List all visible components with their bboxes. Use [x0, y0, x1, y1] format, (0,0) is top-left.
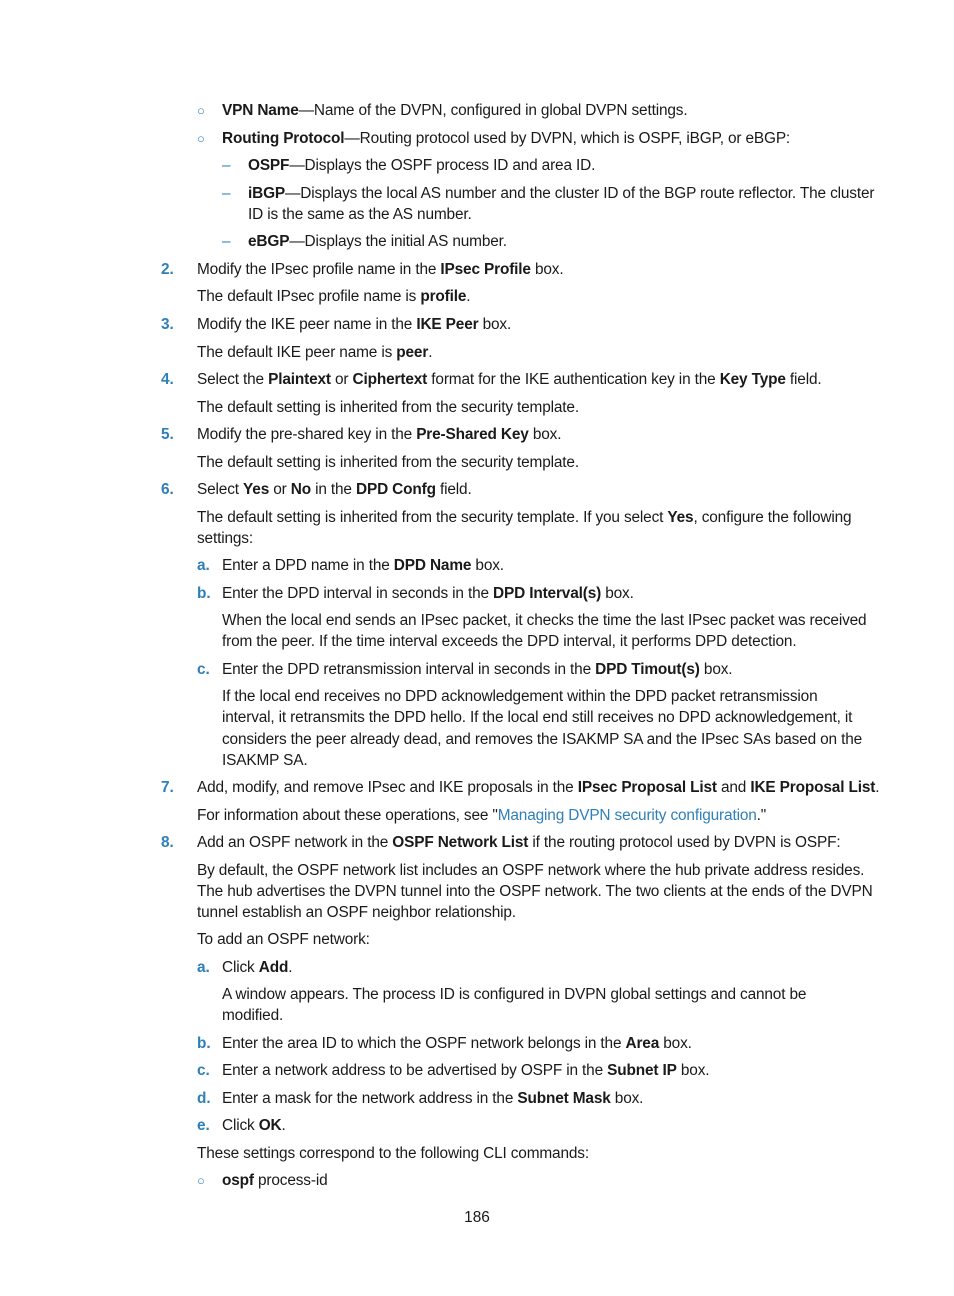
text-run: —Displays the OSPF process ID and area ID. — [289, 157, 596, 174]
page-number: 186 — [464, 1209, 490, 1226]
text-run: Modify the IPsec profile name in the — [197, 261, 441, 278]
substep-letter: c. — [197, 1062, 210, 1079]
ui-term: DPD Timout(s) — [595, 661, 700, 678]
text-run: Modify the IKE peer name in the — [197, 316, 417, 333]
bullet-marker: ○ — [197, 103, 205, 118]
ui-term: OK — [258, 1117, 282, 1134]
dash-marker: – — [222, 233, 231, 250]
step-8e — [222, 1115, 286, 1136]
ui-term: Key Type — [719, 371, 786, 388]
text-run: box. — [530, 261, 564, 278]
ui-term: Ciphertext — [352, 371, 428, 388]
text-run: in the — [310, 481, 356, 498]
text-run: box. — [528, 426, 562, 443]
ui-term: Routing Protocol — [222, 130, 345, 147]
step-7-note — [197, 805, 766, 826]
step-6c-note-cont — [222, 750, 307, 771]
text-run: tunnel establish an OSPF neighbor relationship. — [197, 904, 516, 921]
text-run: By default, the OSPF network list includes an OSPF network where the hub private address resides. — [197, 862, 865, 879]
text-run: field. — [435, 481, 472, 498]
step-6-note — [197, 507, 851, 528]
step-3-note — [197, 342, 432, 363]
substep-letter: b. — [197, 585, 211, 602]
text-run: box. — [478, 316, 512, 333]
text-run: These settings correspond to the following CLI commands: — [197, 1145, 589, 1162]
ui-term: IPsec Profile — [440, 261, 531, 278]
text-run: . — [875, 779, 880, 796]
ibgp-item-cont — [248, 204, 472, 225]
text-run: The default IPsec profile name is — [197, 288, 421, 305]
text-run: , configure the following — [693, 509, 852, 526]
text-run: When the local end sends an IPsec packet, it checks the time the last IPsec packet was received — [222, 612, 867, 629]
step-8a-note-cont — [222, 1005, 283, 1026]
text-run: ISAKMP SA. — [222, 752, 308, 769]
ui-term: profile — [420, 288, 467, 305]
text-run: process-id — [253, 1172, 328, 1189]
ui-term: OSPF Network List — [392, 834, 529, 851]
step-2 — [197, 259, 563, 280]
text-run: considers the peer already dead, and removes the ISAKMP SA and the IPsec SAs based on the — [222, 731, 863, 748]
ui-term: VPN Name — [222, 102, 299, 119]
text-run: Enter a mask for the network address in the — [222, 1090, 518, 1107]
text-run: . — [288, 959, 293, 976]
ibgp-item — [248, 183, 874, 204]
text-run: modified. — [222, 1007, 284, 1024]
step-number: 3. — [161, 316, 174, 333]
text-run: Select — [197, 481, 244, 498]
text-run: Enter the DPD interval in seconds in the — [222, 585, 494, 602]
ui-term: IKE Peer — [416, 316, 479, 333]
text-run: Click — [222, 1117, 259, 1134]
step-6-note-cont — [197, 528, 253, 549]
step-8-note-cont — [197, 902, 516, 923]
text-run: and — [716, 779, 751, 796]
text-run: . — [428, 344, 433, 361]
step-2-note — [197, 286, 470, 307]
text-run: The default IKE peer name is — [197, 344, 397, 361]
text-run: box. — [659, 1035, 692, 1052]
text-run: A window appears. The process ID is configured in DVPN global settings and cannot be — [222, 986, 807, 1003]
text-run: field. — [785, 371, 822, 388]
substep-letter: a. — [197, 959, 210, 976]
step-6b-note-cont — [222, 631, 796, 652]
text-run: . — [466, 288, 471, 305]
text-run: —Displays the initial AS number. — [289, 233, 507, 250]
text-run: or — [269, 481, 291, 498]
substep-letter: b. — [197, 1035, 211, 1052]
step-number: 4. — [161, 371, 174, 388]
step-8-intro — [197, 929, 370, 950]
step-3 — [197, 314, 511, 335]
text-run: from the peer. If the time interval exceeds the DPD interval, it performs DPD detection. — [222, 633, 797, 650]
vpn-name-item — [222, 100, 687, 121]
text-run: box. — [610, 1090, 644, 1107]
text-run: or — [330, 371, 353, 388]
step-6 — [197, 479, 472, 500]
ui-term: peer — [396, 344, 429, 361]
substep-letter: a. — [197, 557, 210, 574]
bullet-marker: ○ — [197, 1173, 205, 1188]
ui-term: Yes — [243, 481, 270, 498]
step-number: 8. — [161, 834, 174, 851]
cli-intro — [197, 1143, 589, 1164]
ui-term: DPD Confg — [355, 481, 436, 498]
text-run: ID is the same as the AS number. — [248, 206, 472, 223]
text-run: Enter a network address to be advertised by OSPF in the — [222, 1062, 608, 1079]
ui-term: OSPF — [248, 157, 290, 174]
text-run: . — [281, 1117, 286, 1134]
text-run: Enter the DPD retransmission interval in seconds in the — [222, 661, 596, 678]
text-run: Enter the area ID to which the OSPF network belongs in the — [222, 1035, 626, 1052]
text-run: If the local end receives no DPD acknowledgement within the DPD packet retransmission — [222, 688, 818, 705]
dash-marker: – — [222, 185, 231, 202]
text-run: Select the — [197, 371, 269, 388]
ebgp-item — [248, 231, 507, 252]
step-8a — [222, 957, 292, 978]
step-6b — [222, 583, 634, 604]
ui-term: IPsec Proposal List — [577, 779, 717, 796]
bullet-marker: ○ — [197, 131, 205, 146]
step-number: 5. — [161, 426, 174, 443]
ui-term: Area — [625, 1035, 660, 1052]
routing-protocol-item — [222, 128, 790, 149]
step-5 — [197, 424, 561, 445]
step-8-note — [197, 860, 864, 881]
text-run: box. — [676, 1062, 710, 1079]
text-run: The default setting is inherited from the security template. — [197, 454, 579, 471]
ui-term: Pre-Shared Key — [416, 426, 529, 443]
cli-command — [222, 1170, 328, 1191]
ui-term: IKE Proposal List — [750, 779, 876, 796]
step-6c — [222, 659, 732, 680]
text-run: —Routing protocol used by DVPN, which is OSPF, iBGP, or eBGP: — [344, 130, 791, 147]
substep-letter: c. — [197, 661, 210, 678]
text-run: box. — [601, 585, 634, 602]
text-run: Click — [222, 959, 259, 976]
text-run: —Displays the local AS number and the cluster ID of the BGP route reflector. The cluster — [285, 185, 875, 202]
step-number: 6. — [161, 481, 174, 498]
text-run: The default setting is inherited from the security template. If you select — [197, 509, 668, 526]
text-run: Add an OSPF network in the — [197, 834, 393, 851]
text-run: ." — [756, 807, 767, 824]
text-run: The hub advertises the DVPN tunnel into the OSPF network. The two clients at the ends of the DVPN — [197, 883, 873, 900]
step-6c-note-cont — [222, 729, 862, 750]
step-6c-note — [222, 686, 817, 707]
ui-term: eBGP — [248, 233, 290, 250]
step-7 — [197, 777, 879, 798]
ui-term: No — [290, 481, 311, 498]
step-6c-note-cont — [222, 707, 852, 728]
step-number: 2. — [161, 261, 174, 278]
substep-letter: d. — [197, 1090, 211, 1107]
text-run: Enter a DPD name in the — [222, 557, 394, 574]
text-run: For information about these operations, see " — [197, 807, 498, 824]
step-8a-note — [222, 984, 806, 1005]
step-6b-note — [222, 610, 866, 631]
step-number: 7. — [161, 779, 174, 796]
text-run: format for the IKE authentication key in the — [427, 371, 720, 388]
ui-term: Subnet Mask — [517, 1090, 611, 1107]
substep-letter: e. — [197, 1117, 210, 1134]
ospf-item — [248, 155, 595, 176]
text-run: Modify the pre-shared key in the — [197, 426, 417, 443]
ui-term: DPD Interval(s) — [493, 585, 602, 602]
text-run: —Name of the DVPN, configured in global DVPN settings. — [298, 102, 688, 119]
text-run: settings: — [197, 530, 253, 547]
ui-term: iBGP — [248, 185, 286, 202]
step-8 — [197, 832, 840, 853]
step-4 — [197, 369, 822, 390]
text-run: Add, modify, and remove IPsec and IKE proposals in the — [197, 779, 578, 796]
text-run: if the routing protocol used by DVPN is OSPF: — [528, 834, 841, 851]
text-run: The default setting is inherited from the security template. — [197, 399, 579, 416]
text-run: To add an OSPF network: — [197, 931, 370, 948]
ui-term: Subnet IP — [607, 1062, 677, 1079]
step-5-note — [197, 452, 579, 473]
ui-term: Yes — [667, 509, 694, 526]
text-run: box. — [699, 661, 733, 678]
step-8d — [222, 1088, 643, 1109]
ui-term: DPD Name — [393, 557, 472, 574]
dash-marker: – — [222, 157, 231, 174]
ui-term: Add — [258, 959, 289, 976]
cross-reference-link[interactable]: Managing DVPN security configuration — [497, 807, 757, 824]
step-8b — [222, 1033, 692, 1054]
ui-term: Plaintext — [268, 371, 331, 388]
step-6a — [222, 555, 504, 576]
ui-term: ospf — [222, 1172, 254, 1189]
step-4-note — [197, 397, 579, 418]
step-8c — [222, 1060, 709, 1081]
step-8-note-cont — [197, 881, 873, 902]
text-run: interval, it retransmits the DPD hello. If the local end still receives no DPD acknowledgement, it — [222, 709, 853, 726]
text-run: box. — [471, 557, 504, 574]
